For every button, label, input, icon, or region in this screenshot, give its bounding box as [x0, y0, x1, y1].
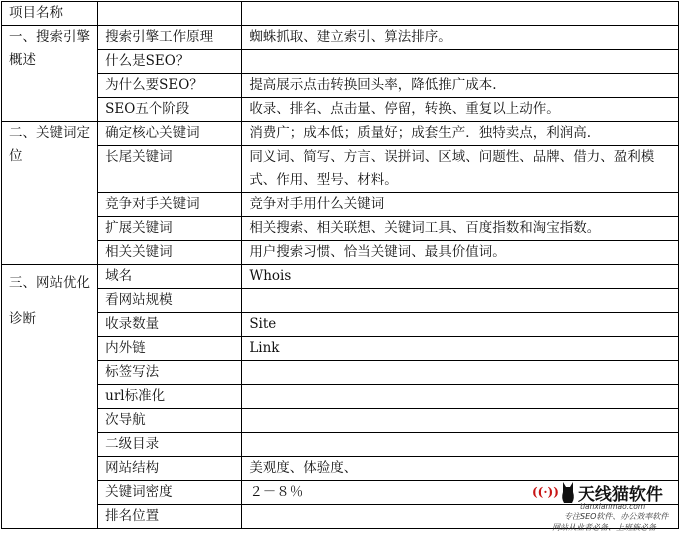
table-row [2, 241, 679, 265]
item-cell: 关键词密度 [98, 481, 242, 505]
desc-cell: 相关搜索、相关联想、关键词工具、百度指数和淘宝指数。 [242, 217, 679, 241]
desc-cell [242, 385, 679, 409]
desc-cell: 竞争对手用什么关键词 [242, 193, 679, 217]
item-cell: 什么是SEO？ [98, 50, 242, 74]
item-cell: 确定核心关键词 [98, 122, 242, 146]
desc-cell: 用户搜索习惯、恰当关键词、最具价值词。 [242, 241, 679, 265]
item-cell: SEO五个阶段 [98, 98, 242, 122]
table-row [2, 193, 679, 217]
desc-cell: 提高展示点击转换回头率，降低推广成本. [242, 74, 679, 98]
desc-cell: 美观度、体验度、 [242, 457, 679, 481]
item-cell: url标准化 [98, 385, 242, 409]
item-cell: 搜索引擎工作原理 [98, 26, 242, 50]
table-row [2, 265, 679, 289]
watermark-url: tianxianmao.com [580, 502, 646, 511]
item-cell: 内外链 [98, 337, 242, 361]
desc-cell: 收录、排名、点击量、停留，转换、重复以上动作。 [242, 98, 679, 122]
item-cell: 排名位置 [98, 505, 242, 529]
watermark-slogan-1: 专注SEO软件、办公效率软件 [564, 512, 669, 521]
table-header-row [2, 2, 679, 26]
watermark-logo [532, 478, 681, 534]
desc-cell [242, 433, 679, 457]
item-cell: 看网站规模 [98, 289, 242, 313]
item-cell: 网站结构 [98, 457, 242, 481]
desc-cell: Link [242, 337, 679, 361]
watermark-slogan-2: 网站从业者必备、上班族必备 [552, 523, 656, 532]
category-cell: 一、搜索引擎概述 [2, 26, 98, 122]
category-cell: 三、网站优化诊断 [2, 265, 98, 529]
item-cell: 标签写法 [98, 361, 242, 385]
table-row [2, 122, 679, 146]
table-row [2, 98, 679, 122]
table-row [2, 433, 679, 457]
item-cell: 收录数量 [98, 313, 242, 337]
table-row [2, 217, 679, 241]
table-row [2, 26, 679, 50]
desc-cell [242, 289, 679, 313]
table-row [2, 313, 679, 337]
item-cell: 竞争对手关键词 [98, 193, 242, 217]
table-row [2, 361, 679, 385]
desc-cell [242, 50, 679, 74]
desc-cell: 消费广；成本低；质量好；成套生产．独特卖点，利润高. [242, 122, 679, 146]
table-row [2, 409, 679, 433]
table-row [2, 74, 679, 98]
desc-cell: 蜘蛛抓取、建立索引、算法排序。 [242, 26, 679, 50]
table-row [2, 146, 679, 193]
item-cell: 域名 [98, 265, 242, 289]
watermark-brand: 天线猫软件 [577, 484, 663, 505]
item-cell: 长尾关键词 [98, 146, 242, 193]
item-cell: 次导航 [98, 409, 242, 433]
header-project-name: 项目名称 [2, 2, 98, 26]
desc-cell: Whois [242, 265, 679, 289]
table-row [2, 457, 679, 481]
desc-cell [242, 361, 679, 385]
item-cell: 二级目录 [98, 433, 242, 457]
table-row [2, 385, 679, 409]
category-cell: 二、关键词定位 [2, 122, 98, 265]
cat-icon [560, 480, 576, 504]
table-row [2, 337, 679, 361]
desc-cell: Site [242, 313, 679, 337]
item-cell: 扩展关键词 [98, 217, 242, 241]
item-cell: 为什么要SEO？ [98, 74, 242, 98]
item-cell: 相关关键词 [98, 241, 242, 265]
desc-cell: 同义词、简写、方言、误拼词、区域、问题性、品牌、借力、盈利模式、作用、型号、材料。 [242, 146, 679, 193]
table-row [2, 289, 679, 313]
desc-cell [242, 409, 679, 433]
seo-outline-table [1, 1, 679, 529]
table-row [2, 50, 679, 74]
signal-icon: ((·)) [532, 485, 559, 499]
desc-cell: ２－８％ [242, 481, 679, 505]
